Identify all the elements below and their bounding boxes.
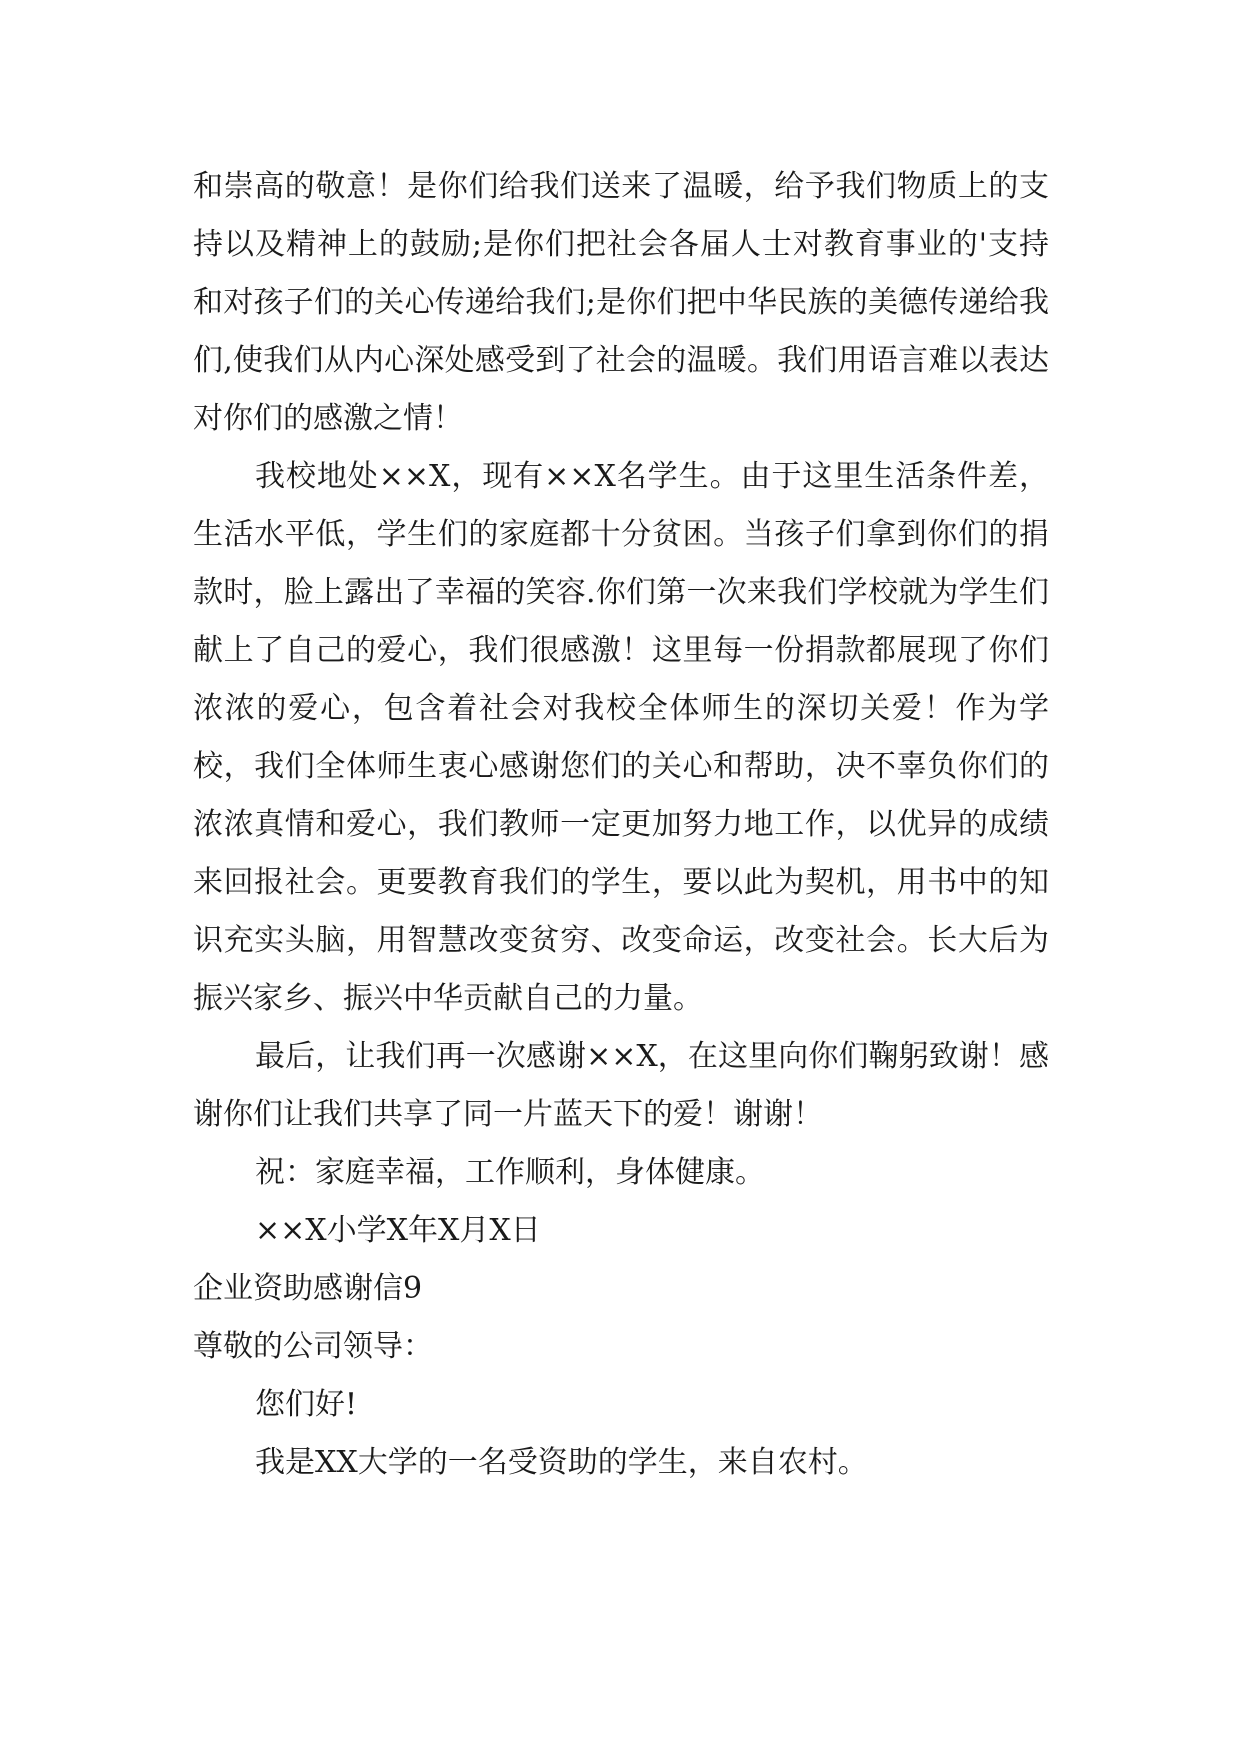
signature-line: ××X小学X年X月X日 xyxy=(255,1213,541,1248)
paragraph-closing-thanks: 最后，让我们再一次感谢××X，在这里向你们鞠躬致谢！感谢你们让我们共享了同一片蓝天下的爱！谢谢！ xyxy=(193,1039,1049,1132)
wish-line: 祝：家庭幸福，工作顺利，身体健康。 xyxy=(255,1155,765,1190)
paragraph-school-situation: 我校地处××X，现有××X名学生。由于这里生活条件差，生活水平低，学生们的家庭都十分贫困。当孩子们拿到你们的捐款时，脸上露出了幸福的笑容.你们第一次来我们学校就为学生们献上了自己的爱心，我们很感激！这里每一份捐款都展现了你们浓浓的爱心，包含着社会对我校全体师生的深切关爱！作为学校，我们全体师生衷心感谢您们的关心和帮助，决不辜负你们的浓浓真情和爱心，我们教师一定更加努力地工作，以优异的成绩来回报社会。更要教育我们的学生，要以此为契机，用书中的知识充实头脑，用智慧改变贫穷、改变命运，改变社会。长大后为振兴家乡、振兴中华贡献自己的力量。 xyxy=(193,459,1049,1016)
greeting: 您们好! xyxy=(255,1387,358,1422)
document-body xyxy=(193,158,1049,1492)
salutation: 尊敬的公司领导： xyxy=(193,1329,433,1364)
paragraph-intro: 我是XX大学的一名受资助的学生，来自农村。 xyxy=(255,1445,868,1480)
letter-title: 企业资助感谢信9 xyxy=(193,1271,423,1306)
paragraph-thanks-continued: 和崇高的敬意！是你们给我们送来了温暖，给予我们物质上的支持以及精神上的鼓励;是你们把社会各届人士对教育事业的'支持和对孩子们的关心传递给我们;是你们把中华民族的美德传递给我们,使我们从内心深处感受到了社会的温暖。我们用语言难以表达对你们的感激之情！ xyxy=(193,169,1049,436)
